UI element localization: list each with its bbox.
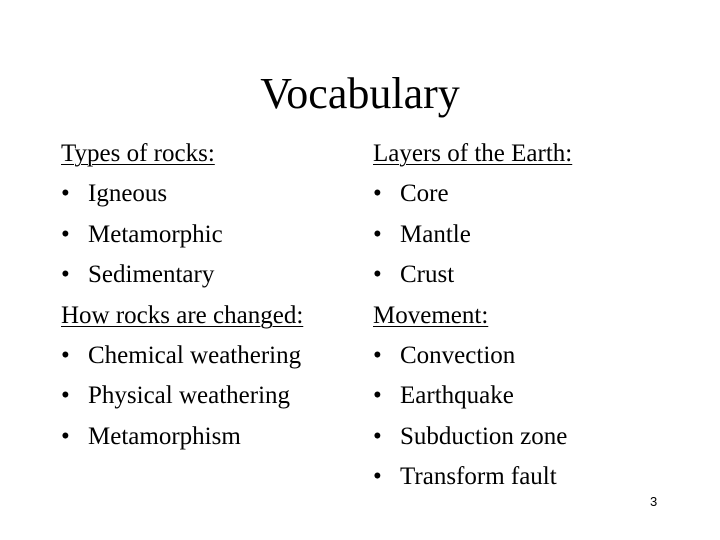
list-item-core <box>373 174 572 214</box>
page-number: 3 <box>650 494 658 509</box>
section-heading-layers-of-the-earth: Layers of the Earth: <box>373 140 573 167</box>
list-item-label: Core <box>400 180 449 208</box>
list-item-label: Metamorphism <box>88 422 241 450</box>
list-item-crust <box>373 255 572 295</box>
list-item-metamorphic <box>61 215 303 255</box>
list-item-label: Metamorphic <box>88 220 223 248</box>
list-item-earthquake <box>373 376 572 416</box>
list-item-label: Chemical weathering <box>88 342 302 370</box>
list-item-igneous <box>61 174 303 214</box>
bullet-icon: • <box>373 463 382 491</box>
slide-title: Vocabulary <box>260 69 460 118</box>
list-item-mantle <box>373 215 572 255</box>
list-item-physical-weathering <box>61 376 303 416</box>
section-heading-how-rocks-are-changed: How rocks are changed: <box>61 301 304 329</box>
list-item-label: Transform fault <box>400 463 557 491</box>
bullet-icon: • <box>373 422 382 450</box>
bullet-icon: • <box>373 180 382 208</box>
list-item-label: Sedimentary <box>88 261 215 289</box>
bullet-icon: • <box>61 382 70 410</box>
list-item-chemical-weathering <box>61 336 303 376</box>
bullet-icon: • <box>61 220 70 248</box>
list-item-label: Igneous <box>88 180 168 208</box>
bullet-icon: • <box>61 261 70 289</box>
list-item-label: Earthquake <box>400 382 514 410</box>
list-item-metamorphism <box>61 417 303 457</box>
list-item-sedimentary <box>61 255 303 295</box>
bullet-icon: • <box>61 342 70 370</box>
bullet-icon: • <box>61 180 70 208</box>
section-heading-types-of-rocks: Types of rocks: <box>61 140 215 167</box>
list-item-subduction-zone <box>373 417 572 457</box>
list-item-convection <box>373 336 572 376</box>
right-column <box>373 134 572 498</box>
bullet-icon: • <box>373 342 382 370</box>
list-item-label: Subduction zone <box>400 422 568 450</box>
bullet-icon: • <box>373 261 382 289</box>
list-item-label: Mantle <box>400 220 471 248</box>
list-item-label: Convection <box>400 342 516 370</box>
bullet-icon: • <box>373 382 382 410</box>
list-item-transform-fault <box>373 457 572 497</box>
bullet-icon: • <box>373 220 382 248</box>
list-item-label: Crust <box>400 261 455 289</box>
bullet-icon: • <box>61 422 70 450</box>
section-heading-movement: Movement: <box>373 301 489 329</box>
left-column <box>61 134 303 457</box>
list-item-label: Physical weathering <box>88 382 291 410</box>
